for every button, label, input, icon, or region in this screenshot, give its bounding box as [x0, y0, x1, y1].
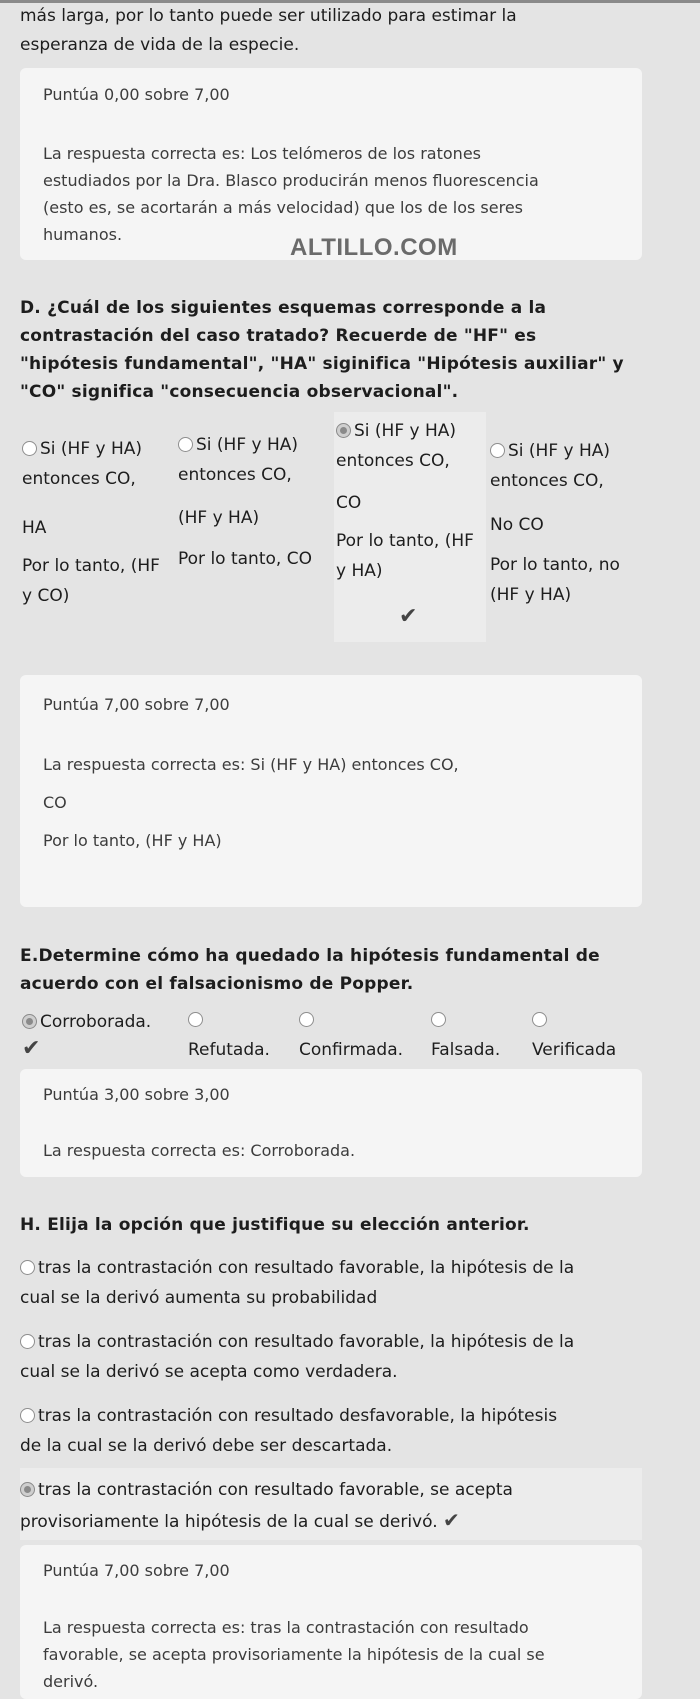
question-h-option-1[interactable]: tras la contrastación con resultado favorable, la hipótesis de la cual se la derivó aumenta su probabilidad — [20, 1258, 575, 1308]
question-e-option-confirmada[interactable]: Confirmada. — [299, 1005, 403, 1065]
radio-button-selected[interactable] — [22, 1014, 37, 1029]
previous-answer-text: más larga, por lo tanto puede ser utilizado para estimar la esperanza de vida de la especie. — [20, 6, 517, 55]
check-icon: ✔ — [22, 1036, 41, 1061]
radio-button[interactable] — [188, 1012, 203, 1027]
question-e-option-refutada[interactable]: Refutada. — [188, 1005, 270, 1065]
correct-answer-text: La respuesta correcta es: Si (HF y HA) entonces CO, CO Por lo tanto, (HF y HA) — [43, 755, 459, 850]
question-h-title: H. Elija la opción que justifique su elección anterior. — [20, 1215, 530, 1235]
feedback-card-e — [20, 1069, 642, 1177]
radio-button[interactable] — [431, 1012, 446, 1027]
watermark: ALTILLO.COM — [290, 234, 458, 261]
question-d-option-3[interactable]: Si (HF y HA) entonces CO, CO Por lo tanto, (HF y HA) — [336, 421, 474, 581]
radio-button[interactable] — [22, 441, 37, 456]
score-text: Puntúa 7,00 sobre 7,00 — [43, 695, 230, 714]
question-e-option-corroborada[interactable]: Corroborada. — [22, 1007, 151, 1037]
score-text: Puntúa 7,00 sobre 7,00 — [43, 1561, 230, 1580]
radio-button[interactable] — [490, 443, 505, 458]
correct-answer-text: La respuesta correcta es: Los telómeros de los ratones estudiados por la Dra. Blasco producirán menos fluorescencia (esto es, se acortarán a más velocidad) que los de los seres humanos. — [43, 144, 539, 244]
score-text: Puntúa 3,00 sobre 3,00 — [43, 1085, 230, 1104]
question-d-option-2[interactable]: Si (HF y HA) entonces CO, (HF y HA) Por lo tanto, CO — [178, 435, 312, 569]
question-h-option-2[interactable]: tras la contrastación con resultado favorable, la hipótesis de la cual se la derivó se acepta como verdadera. — [20, 1332, 575, 1382]
radio-button[interactable] — [299, 1012, 314, 1027]
question-h-option-4[interactable]: tras la contrastación con resultado favorable, se acepta provisoriamente la hipótesis de la cual se derivó. ✔ — [20, 1480, 513, 1532]
question-d-option-4[interactable]: Si (HF y HA) entonces CO, No CO Por lo tanto, no (HF y HA) — [490, 441, 620, 605]
radio-button[interactable] — [178, 437, 193, 452]
radio-button[interactable] — [20, 1334, 35, 1349]
radio-button[interactable] — [532, 1012, 547, 1027]
question-e-title: E.Determine cómo ha quedado la hipótesis fundamental de acuerdo con el falsacionismo de Popper. — [20, 946, 600, 994]
feedback-card-c — [20, 68, 642, 260]
question-h-option-3[interactable]: tras la contrastación con resultado desfavorable, la hipótesis de la cual se la derivó debe ser descartada. — [20, 1406, 558, 1456]
question-e-option-verificada[interactable]: Verificada — [532, 1005, 616, 1065]
question-d-title: D. ¿Cuál de los siguientes esquemas corresponde a la contrastación del caso tratado? Recuerde de "HF" es "hipótesis fundamental", "HA" siginifica "Hipótesis auxiliar" y "CO" significa "consecuencia observacional". — [20, 298, 624, 402]
radio-button-selected[interactable] — [336, 423, 351, 438]
correct-answer-text: La respuesta correcta es: tras la contrastación con resultado favorable, se acepta provisoriamente la hipótesis de la cual se derivó. — [43, 1618, 545, 1691]
score-text: Puntúa 0,00 sobre 7,00 — [43, 85, 230, 104]
check-icon: ✔ — [443, 1508, 460, 1532]
radio-button-selected[interactable] — [20, 1482, 35, 1497]
radio-button[interactable] — [20, 1408, 35, 1423]
check-icon: ✔ — [399, 604, 418, 629]
feedback-card-d — [20, 675, 642, 907]
radio-button[interactable] — [20, 1260, 35, 1275]
correct-answer-text: La respuesta correcta es: Corroborada. — [43, 1141, 356, 1160]
feedback-card-h — [20, 1545, 642, 1699]
question-e-option-falsada[interactable]: Falsada. — [431, 1005, 500, 1065]
question-d-option-1[interactable]: Si (HF y HA) entonces CO, HA Por lo tanto, (HF y CO) — [22, 439, 160, 606]
